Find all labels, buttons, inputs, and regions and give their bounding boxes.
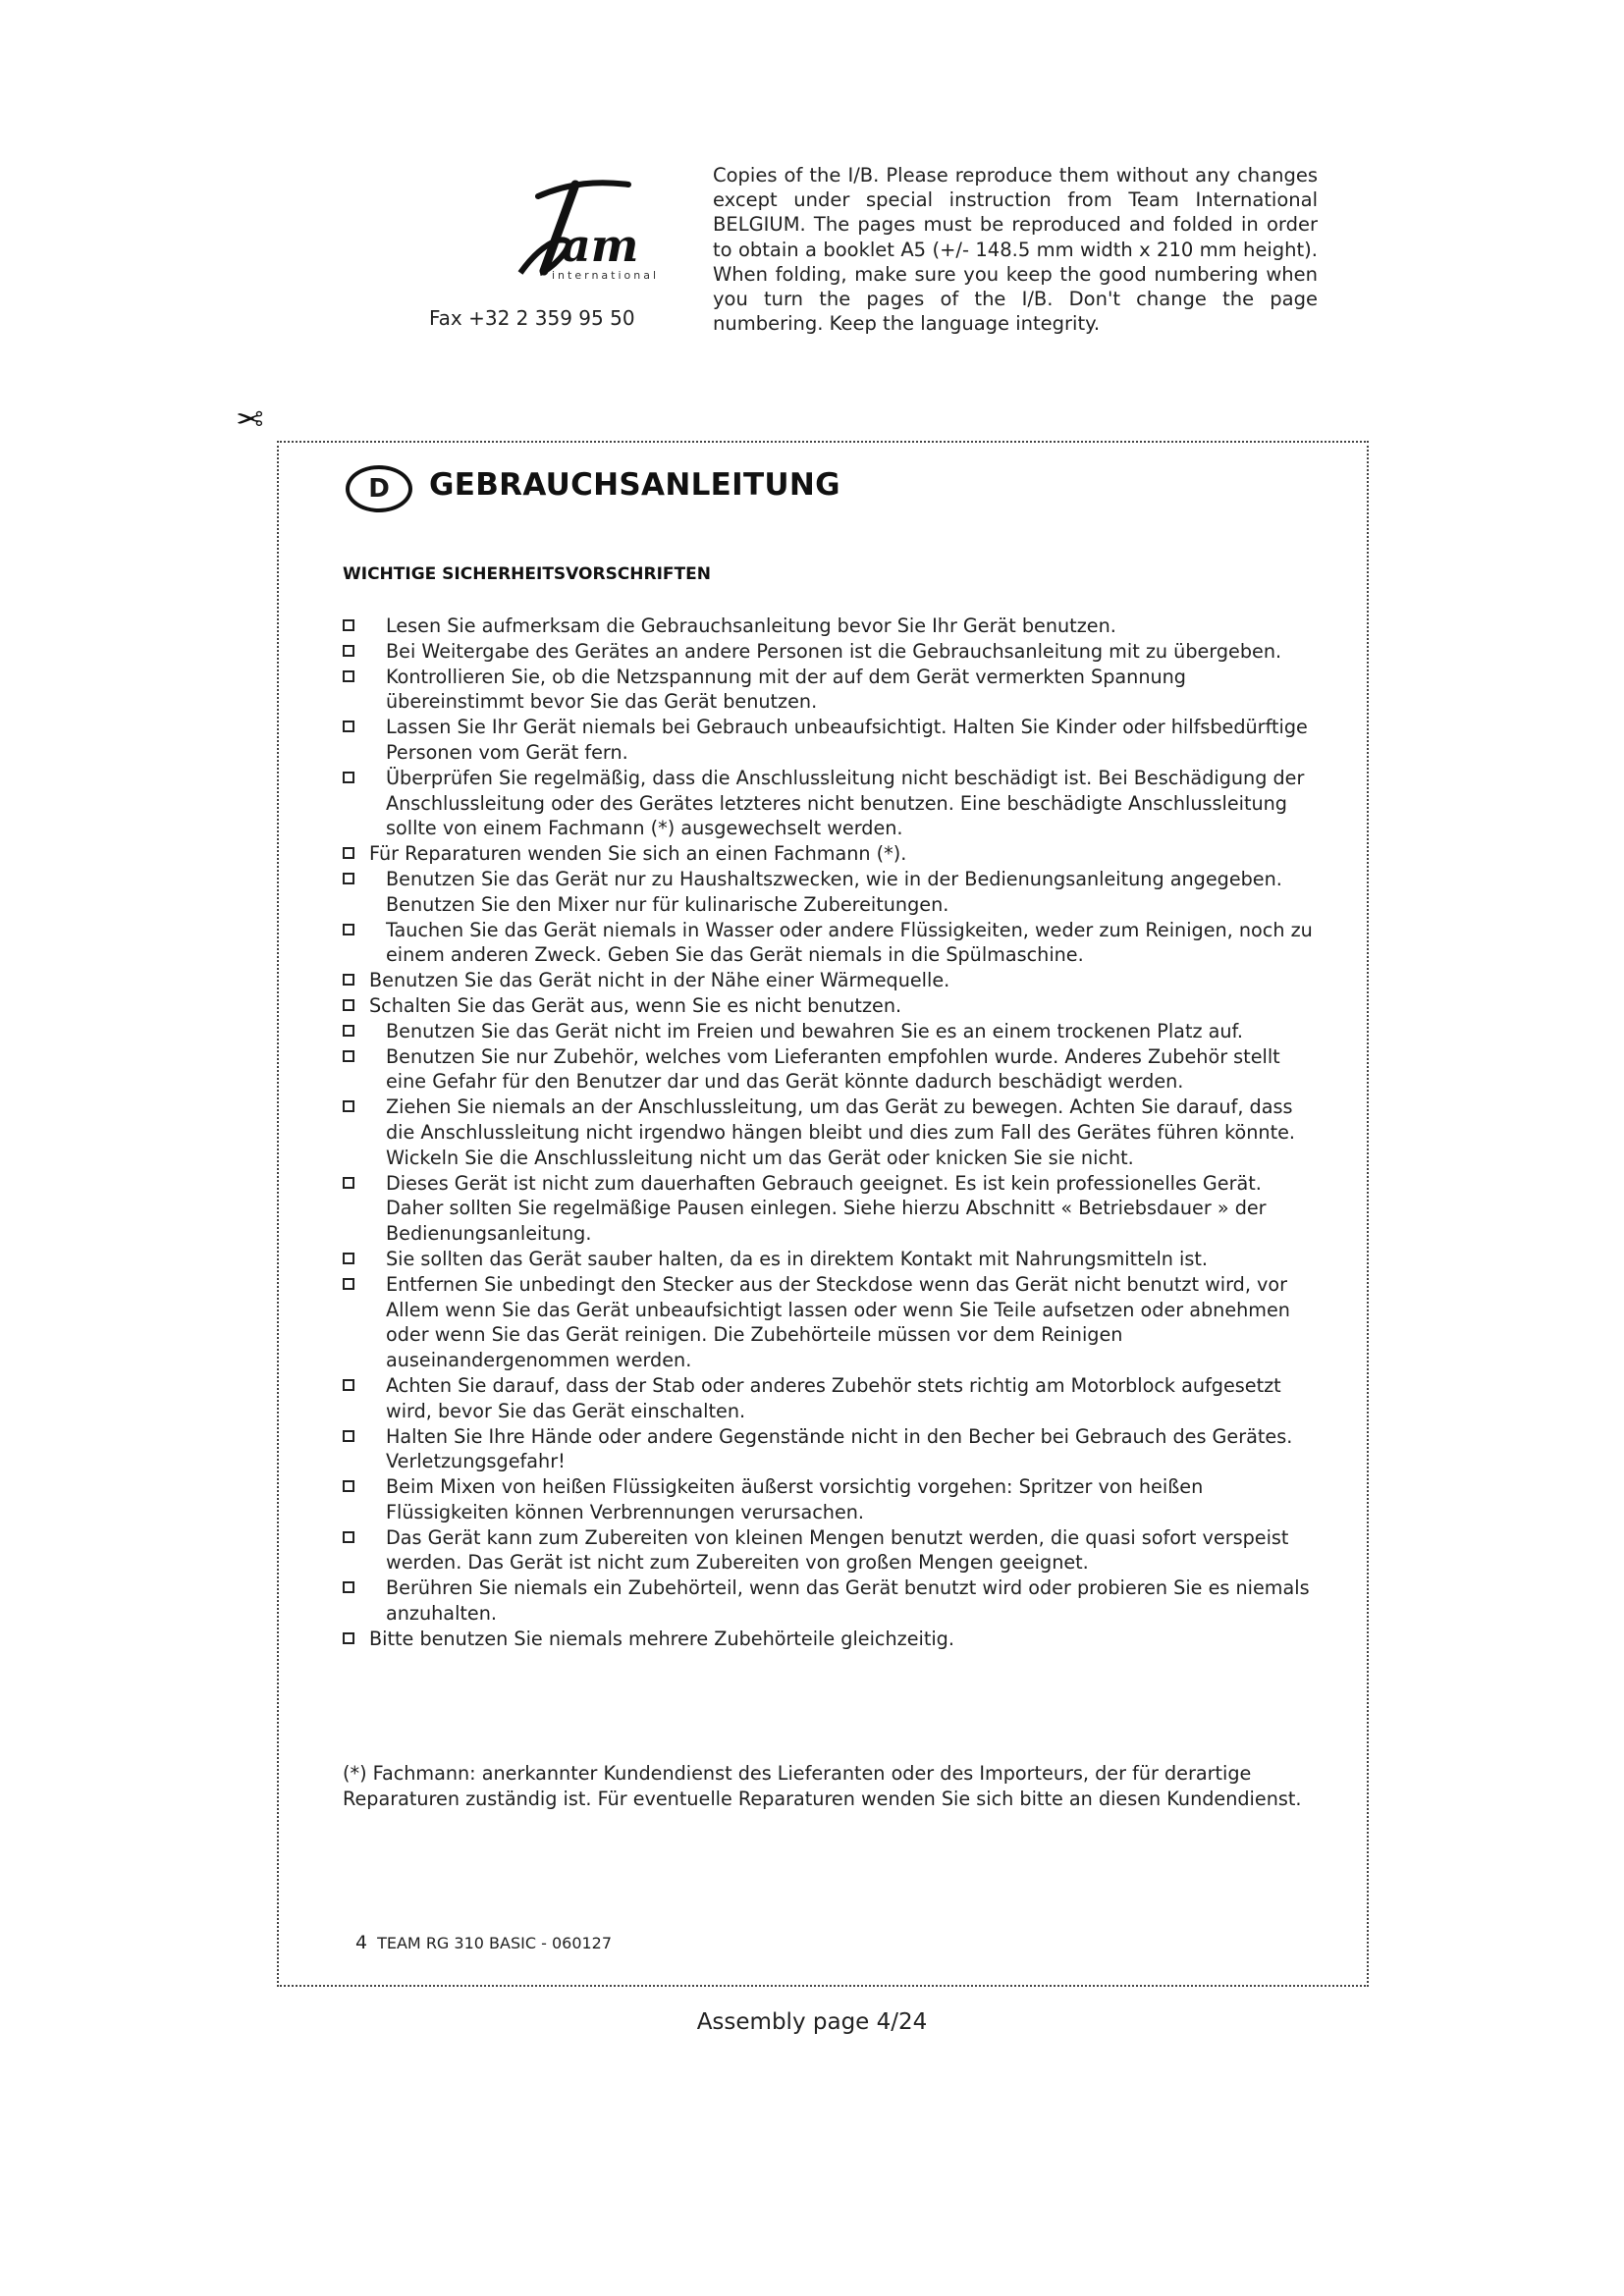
checkbox-icon bbox=[343, 619, 354, 631]
svg-text:international: international bbox=[552, 269, 660, 282]
checkbox-icon bbox=[343, 1581, 354, 1593]
page-title: GEBRAUCHSANLEITUNG bbox=[429, 467, 840, 503]
list-item: Halten Sie Ihre Hände oder andere Gegenstände nicht in den Becher bei Gebrauch des Gerätes. Verletzungsgefahr! bbox=[343, 1424, 1325, 1475]
list-item: Berühren Sie niemals ein Zubehörteil, wenn das Gerät benutzt wird oder probieren Sie es niemals anzuhalten. bbox=[343, 1575, 1325, 1627]
checkbox-icon bbox=[343, 974, 354, 986]
reproduction-notice: Copies of the I/B. Please reproduce them without any changes except under special instruction from Team International BELGIUM. The pages must be reproduced and folded in order to obtain a booklet A5 (+/- 148.5 mm width x 210 mm height). When folding, make sure you keep the good numbering when you turn the pages of the I/B. Don't change the page numbering. Keep the language integrity. bbox=[713, 164, 1318, 336]
page-footer bbox=[355, 1932, 612, 1953]
list-item: Lesen Sie aufmerksam die Gebrauchsanleitung bevor Sie Ihr Gerät benutzen. bbox=[343, 614, 1325, 639]
team-logo-graphic bbox=[481, 177, 660, 294]
scissors-icon: ✂ bbox=[236, 398, 264, 437]
svg-text:am: am bbox=[562, 219, 639, 272]
checkbox-icon bbox=[343, 645, 354, 657]
checkbox-icon bbox=[343, 1531, 354, 1543]
list-item: Sie sollten das Gerät sauber halten, da es in direktem Kontakt mit Nahrungsmitteln ist. bbox=[343, 1247, 1325, 1272]
checkbox-icon bbox=[343, 1025, 354, 1037]
footnote: (*) Fachmann: anerkannter Kundendienst des Lieferanten oder des Importeurs, der für derartige Reparaturen zuständig ist. Für eventuelle Reparaturen wenden Sie sich bitte an diesen Kundendienst. bbox=[343, 1762, 1302, 1810]
list-item: Entfernen Sie unbedingt den Stecker aus der Steckdose wenn das Gerät nicht benutzt wird, vor Allem wenn Sie das Gerät unbeaufsichtigt lassen oder wenn Sie Teile aufsetzen oder abnehmen oder wenn Sie das Gerät reinigen. Die Zubehörteile müssen vor dem Reinigen auseinandergenommen werden. bbox=[343, 1272, 1325, 1373]
list-item: Benutzen Sie das Gerät nicht im Freien und bewahren Sie es an einem trockenen Platz auf. bbox=[343, 1019, 1325, 1044]
checkbox-icon bbox=[343, 1253, 354, 1264]
list-item: Dieses Gerät ist nicht zum dauerhaften Gebrauch geeignet. Es ist kein professionelles Gerät. Daher sollten Sie regelmäßige Pausen einlegen. Siehe hierzu Abschnitt « Betriebsdauer » der Bedienungsanleitung. bbox=[343, 1171, 1325, 1247]
list-item: Für Reparaturen wenden Sie sich an einen Fachmann (*). bbox=[343, 841, 1325, 867]
checkbox-icon bbox=[343, 999, 354, 1011]
checkbox-icon bbox=[343, 1430, 354, 1442]
list-item: Das Gerät kann zum Zubereiten von kleinen Mengen benutzt werden, die quasi sofort verspeist werden. Das Gerät ist nicht zum Zubereiten von großen Mengen geeignet. bbox=[343, 1525, 1325, 1576]
assembly-page-label: Assembly page 4/24 bbox=[696, 2009, 928, 2035]
team-logo bbox=[481, 177, 660, 294]
checkbox-icon bbox=[343, 670, 354, 682]
model-code: TEAM RG 310 BASIC - 060127 bbox=[377, 1934, 613, 1952]
checkbox-icon bbox=[343, 847, 354, 859]
checkbox-icon bbox=[343, 1632, 354, 1644]
page-number: 4 bbox=[355, 1932, 368, 1953]
checkbox-icon bbox=[343, 924, 354, 935]
list-item: Bitte benutzen Sie niemals mehrere Zubehörteile gleichzeitig. bbox=[343, 1627, 1325, 1652]
list-item: Benutzen Sie das Gerät nur zu Haushaltszwecken, wie in der Bedienungsanleitung angegeben. Benutzen Sie den Mixer nur für kulinarische Zubereitungen. bbox=[343, 867, 1325, 918]
list-item: Bei Weitergabe des Gerätes an andere Personen ist die Gebrauchsanleitung mit zu übergeben. bbox=[343, 639, 1325, 665]
list-item: Kontrollieren Sie, ob die Netzspannung mit der auf dem Gerät vermerkten Spannung übereinstimmt bevor Sie das Gerät benutzen. bbox=[343, 665, 1325, 716]
list-item: Benutzen Sie nur Zubehör, welches vom Lieferanten empfohlen wurde. Anderes Zubehör stellt eine Gefahr für den Benutzer dar und das Gerät könnte dadurch beschädigt werden. bbox=[343, 1044, 1325, 1095]
checkbox-icon bbox=[343, 1050, 354, 1062]
language-badge: D bbox=[346, 465, 412, 512]
section-title: WICHTIGE SICHERHEITSVORSCHRIFTEN bbox=[343, 564, 711, 584]
list-item: Tauchen Sie das Gerät niemals in Wasser oder andere Flüssigkeiten, weder zum Reinigen, noch zu einem anderen Zweck. Geben Sie das Gerät niemals in die Spülmaschine. bbox=[343, 918, 1325, 969]
checkbox-icon bbox=[343, 873, 354, 884]
list-item: Beim Mixen von heißen Flüssigkeiten äußerst vorsichtig vorgehen: Spritzer von heißen Flüssigkeiten können Verbrennungen verursachen. bbox=[343, 1474, 1325, 1525]
list-item: Überprüfen Sie regelmäßig, dass die Anschlussleitung nicht beschädigt ist. Bei Beschädigung der Anschlussleitung oder des Gerätes letzteres nicht benutzen. Eine beschädigte Anschlussleitung sollte von einem Fachmann (*) ausgewechselt werden. bbox=[343, 766, 1325, 841]
list-item: Lassen Sie Ihr Gerät niemals bei Gebrauch unbeaufsichtigt. Halten Sie Kinder oder hilfsbedürftige Personen vom Gerät fern. bbox=[343, 715, 1325, 766]
checkbox-icon bbox=[343, 1379, 354, 1391]
checkbox-icon bbox=[343, 721, 354, 732]
checkbox-icon bbox=[343, 1480, 354, 1492]
checkbox-icon bbox=[343, 772, 354, 783]
checkbox-icon bbox=[343, 1278, 354, 1290]
fax-number: Fax +32 2 359 95 50 bbox=[429, 306, 635, 330]
list-item: Schalten Sie das Gerät aus, wenn Sie es nicht benutzen. bbox=[343, 993, 1325, 1019]
checkbox-icon bbox=[343, 1177, 354, 1189]
list-item: Benutzen Sie das Gerät nicht in der Nähe einer Wärmequelle. bbox=[343, 968, 1325, 993]
list-item: Ziehen Sie niemals an der Anschlussleitung, um das Gerät zu bewegen. Achten Sie darauf, dass die Anschlussleitung nicht irgendwo hängen bleibt und dies zum Fall des Gerätes führen könnte. Wickeln Sie die Anschlussleitung nicht um das Gerät oder knicken Sie sie nicht. bbox=[343, 1095, 1325, 1170]
safety-list bbox=[343, 614, 1325, 1652]
list-item: Achten Sie darauf, dass der Stab oder anderes Zubehör stets richtig am Motorblock aufgesetzt wird, bevor Sie das Gerät einschalten. bbox=[343, 1373, 1325, 1424]
checkbox-icon bbox=[343, 1100, 354, 1112]
